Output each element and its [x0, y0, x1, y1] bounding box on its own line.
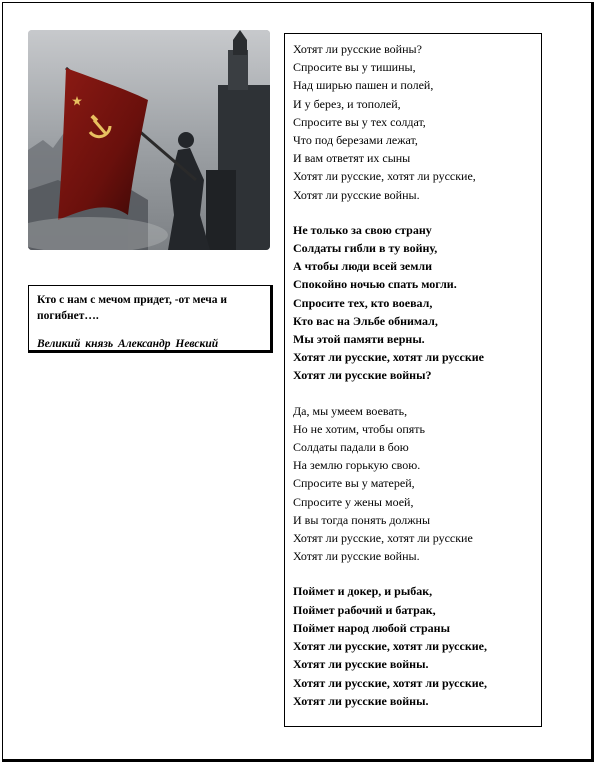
poem-stanza [293, 40, 533, 204]
poem-line: Хотят ли русские войны? [293, 42, 422, 56]
poem-box [284, 33, 542, 727]
poem-line: Что под березами лежат, [293, 133, 418, 148]
poem-line: И вам ответят их сыны [293, 151, 411, 166]
poem-line: Над ширью пашен и полей, [293, 78, 434, 93]
poem-stanza [293, 221, 533, 385]
poem-line: Хотят ли русские войны. [293, 187, 420, 202]
poem-line: Но не хотим, чтобы опять [293, 421, 426, 436]
poem-line: Спросите вы у матерей, [293, 476, 415, 491]
poem-line: Поймет и докер, и рыбак, [293, 584, 433, 599]
poem-line: Спросите вы у тех солдат, [293, 114, 426, 129]
quote-author: Великий князь Александр Невский [37, 338, 219, 350]
poem-line: И вы тогда понять должны [293, 512, 431, 527]
poem-line: Хотят ли русские войны. [293, 657, 429, 672]
poem-line: Спросите тех, кто воевал, [293, 295, 433, 310]
poem-line: Хотят ли русские, хотят ли русские [293, 350, 484, 365]
poem-line: Спокойно ночью спать могли. [293, 277, 457, 292]
poem-line: Поймет народ любой страны [293, 620, 450, 635]
poem-line: Хотят ли русские войны. [293, 549, 420, 564]
poem-line: Мы этой памяти верны. [293, 332, 425, 347]
poem-line: Поймет рабочий и батрак, [293, 602, 436, 617]
poem-line: Хотят ли русские, хотят ли русские [293, 531, 473, 546]
flag-photo-illustration [28, 30, 270, 250]
poem-line: Солдаты гибли в ту войну, [293, 241, 438, 256]
poem-line: На землю горькую свою. [293, 458, 421, 473]
poem-line: Хотят ли русские, хотят ли русские, [293, 169, 476, 184]
poem-line: Спросите у жены моей, [293, 494, 414, 509]
poem-line: Не только за свою страну [293, 222, 432, 237]
poem-line: А чтобы люди всей земли [293, 259, 433, 274]
poem-line: Да, мы умеем воевать, [293, 403, 408, 418]
poem-stanza [293, 402, 533, 566]
poem-line: Солдаты падали в бою [293, 440, 409, 455]
poem-line: Кто вас на Эльбе обнимал, [293, 313, 438, 328]
poem-line: Хотят ли русские войны. [293, 693, 429, 708]
quote-box [28, 285, 273, 353]
poem-line: И у берез, и тополей, [293, 96, 401, 111]
poem-line: Спросите вы у тишины, [293, 60, 416, 75]
poem-line: Хотят ли русские, хотят ли русские, [293, 639, 487, 654]
flag-over-reichstag-photo [28, 30, 270, 250]
poem-line: Хотят ли русские войны? [293, 368, 432, 383]
poem-stanza [293, 582, 533, 709]
poem-line: Хотят ли русские, хотят ли русские, [293, 675, 487, 690]
quote-text: Кто с нам с мечом придет, -от меча и погибнет…. [37, 294, 228, 322]
